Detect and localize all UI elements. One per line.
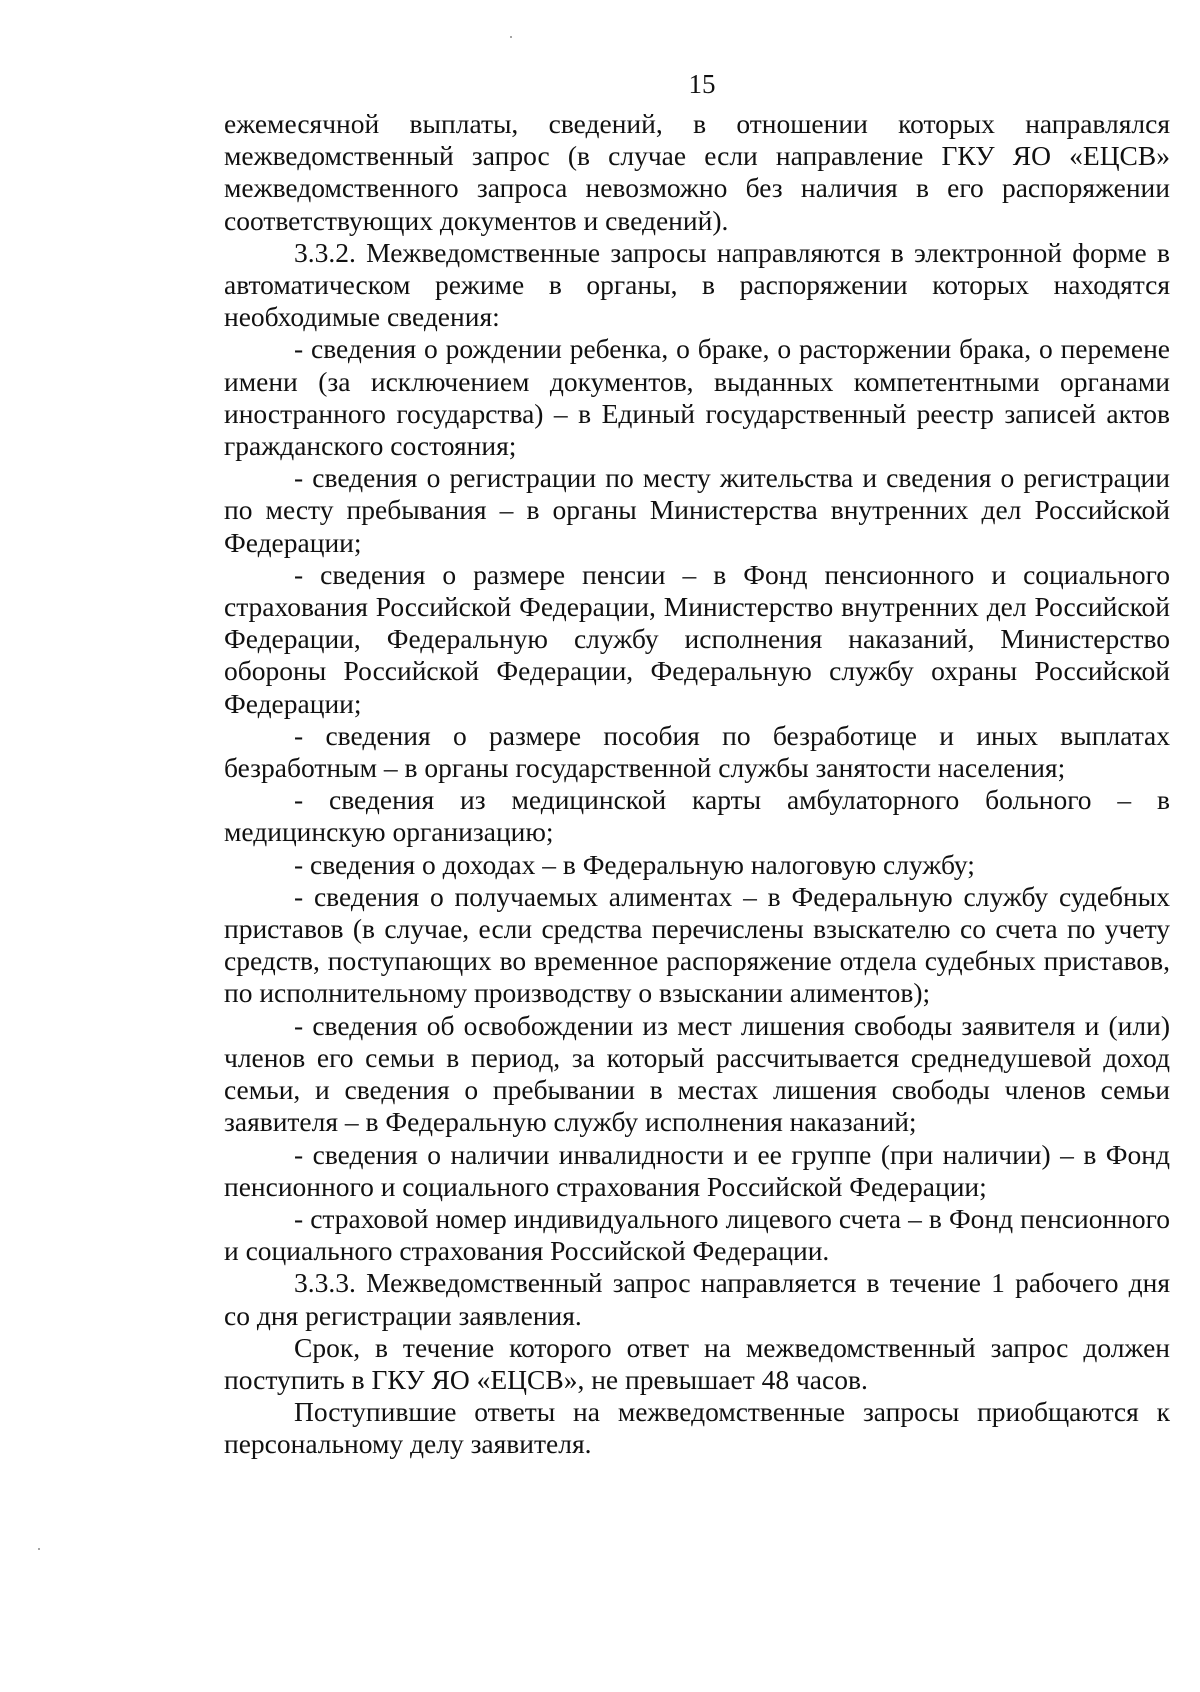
list-item: - сведения о рождении ребенка, о браке, о расторжении брака, о перемене имени (за исключением документов, выданных компетентными органами иностранного государства) – в Единый государственный реестр записей актов гражданского состояния;	[224, 333, 1170, 462]
list-item: - сведения о размере пенсии – в Фонд пенсионного и социального страхования Российской Федерации, Министерство внутренних дел Российской Федерации, Федеральную службу исполнения наказаний, Министерство обороны Российской Федерации, Федеральную службу охраны Российской Федерации;	[224, 558, 1170, 719]
paragraph: ежемесячной выплаты, сведений, в отношении которых направлялся межведомственный запрос (в случае если направление ГКУ ЯО «ЕЦСВ» межведомственного запроса невозможно без наличия в его распоряжении соответствующих документов и сведений).	[224, 108, 1170, 236]
paragraph: Срок, в течение которого ответ на межведомственный запрос должен поступить в ГКУ ЯО «ЕЦСВ», не превышает 48 часов.	[224, 1331, 1170, 1395]
paragraph: 3.3.2. Межведомственные запросы направляются в электронной форме в автоматическом режиме в органы, в распоряжении которых находятся необходимые сведения:	[224, 236, 1170, 333]
list-item: - страховой номер индивидуального лицевого счета – в Фонд пенсионного и социального страхования Российской Федерации.	[224, 1202, 1170, 1267]
list-item: - сведения о доходах – в Федеральную налоговую службу;	[294, 848, 975, 880]
list-item: - сведения о наличии инвалидности и ее группе (при наличии) – в Фонд пенсионного и социального страхования Российской Федерации;	[224, 1138, 1170, 1202]
list-item: - сведения о регистрации по месту жительства и сведения о регистрации по месту пребывания – в органы Министерства внутренних дел Российской Федерации;	[224, 462, 1170, 558]
scan-speck	[510, 36, 512, 38]
document-body	[224, 108, 1170, 1461]
scan-speck	[38, 1548, 40, 1550]
paragraph: Поступившие ответы на межведомственные запросы приобщаются к персональному делу заявителя.	[224, 1396, 1170, 1460]
paragraph: 3.3.3. Межведомственный запрос направляется в течение 1 рабочего дня со дня регистрации заявления.	[224, 1267, 1170, 1331]
list-item: - сведения об освобождении из мест лишения свободы заявителя и (или) членов его семьи в период, за который рассчитывается среднедушевой доход семьи, и сведения о пребывании в местах лишения свободы членов семьи заявителя – в Федеральную службу исполнения наказаний;	[224, 1009, 1170, 1138]
list-item: - сведения о размере пособия по безработице и иных выплатах безработным – в органы государственной службы занятости населения;	[224, 719, 1170, 784]
page-number: 15	[688, 69, 716, 99]
list-item: - сведения о получаемых алиментах – в Федеральную службу судебных приставов (в случае, если средства перечислены взыскателю со счета по учету средств, поступающих во временное распоряжение отдела судебных приставов, по исполнительному производству о взыскании алиментов);	[224, 880, 1170, 1009]
list-item: - сведения из медицинской карты амбулаторного больного – в медицинскую организацию;	[224, 784, 1170, 848]
